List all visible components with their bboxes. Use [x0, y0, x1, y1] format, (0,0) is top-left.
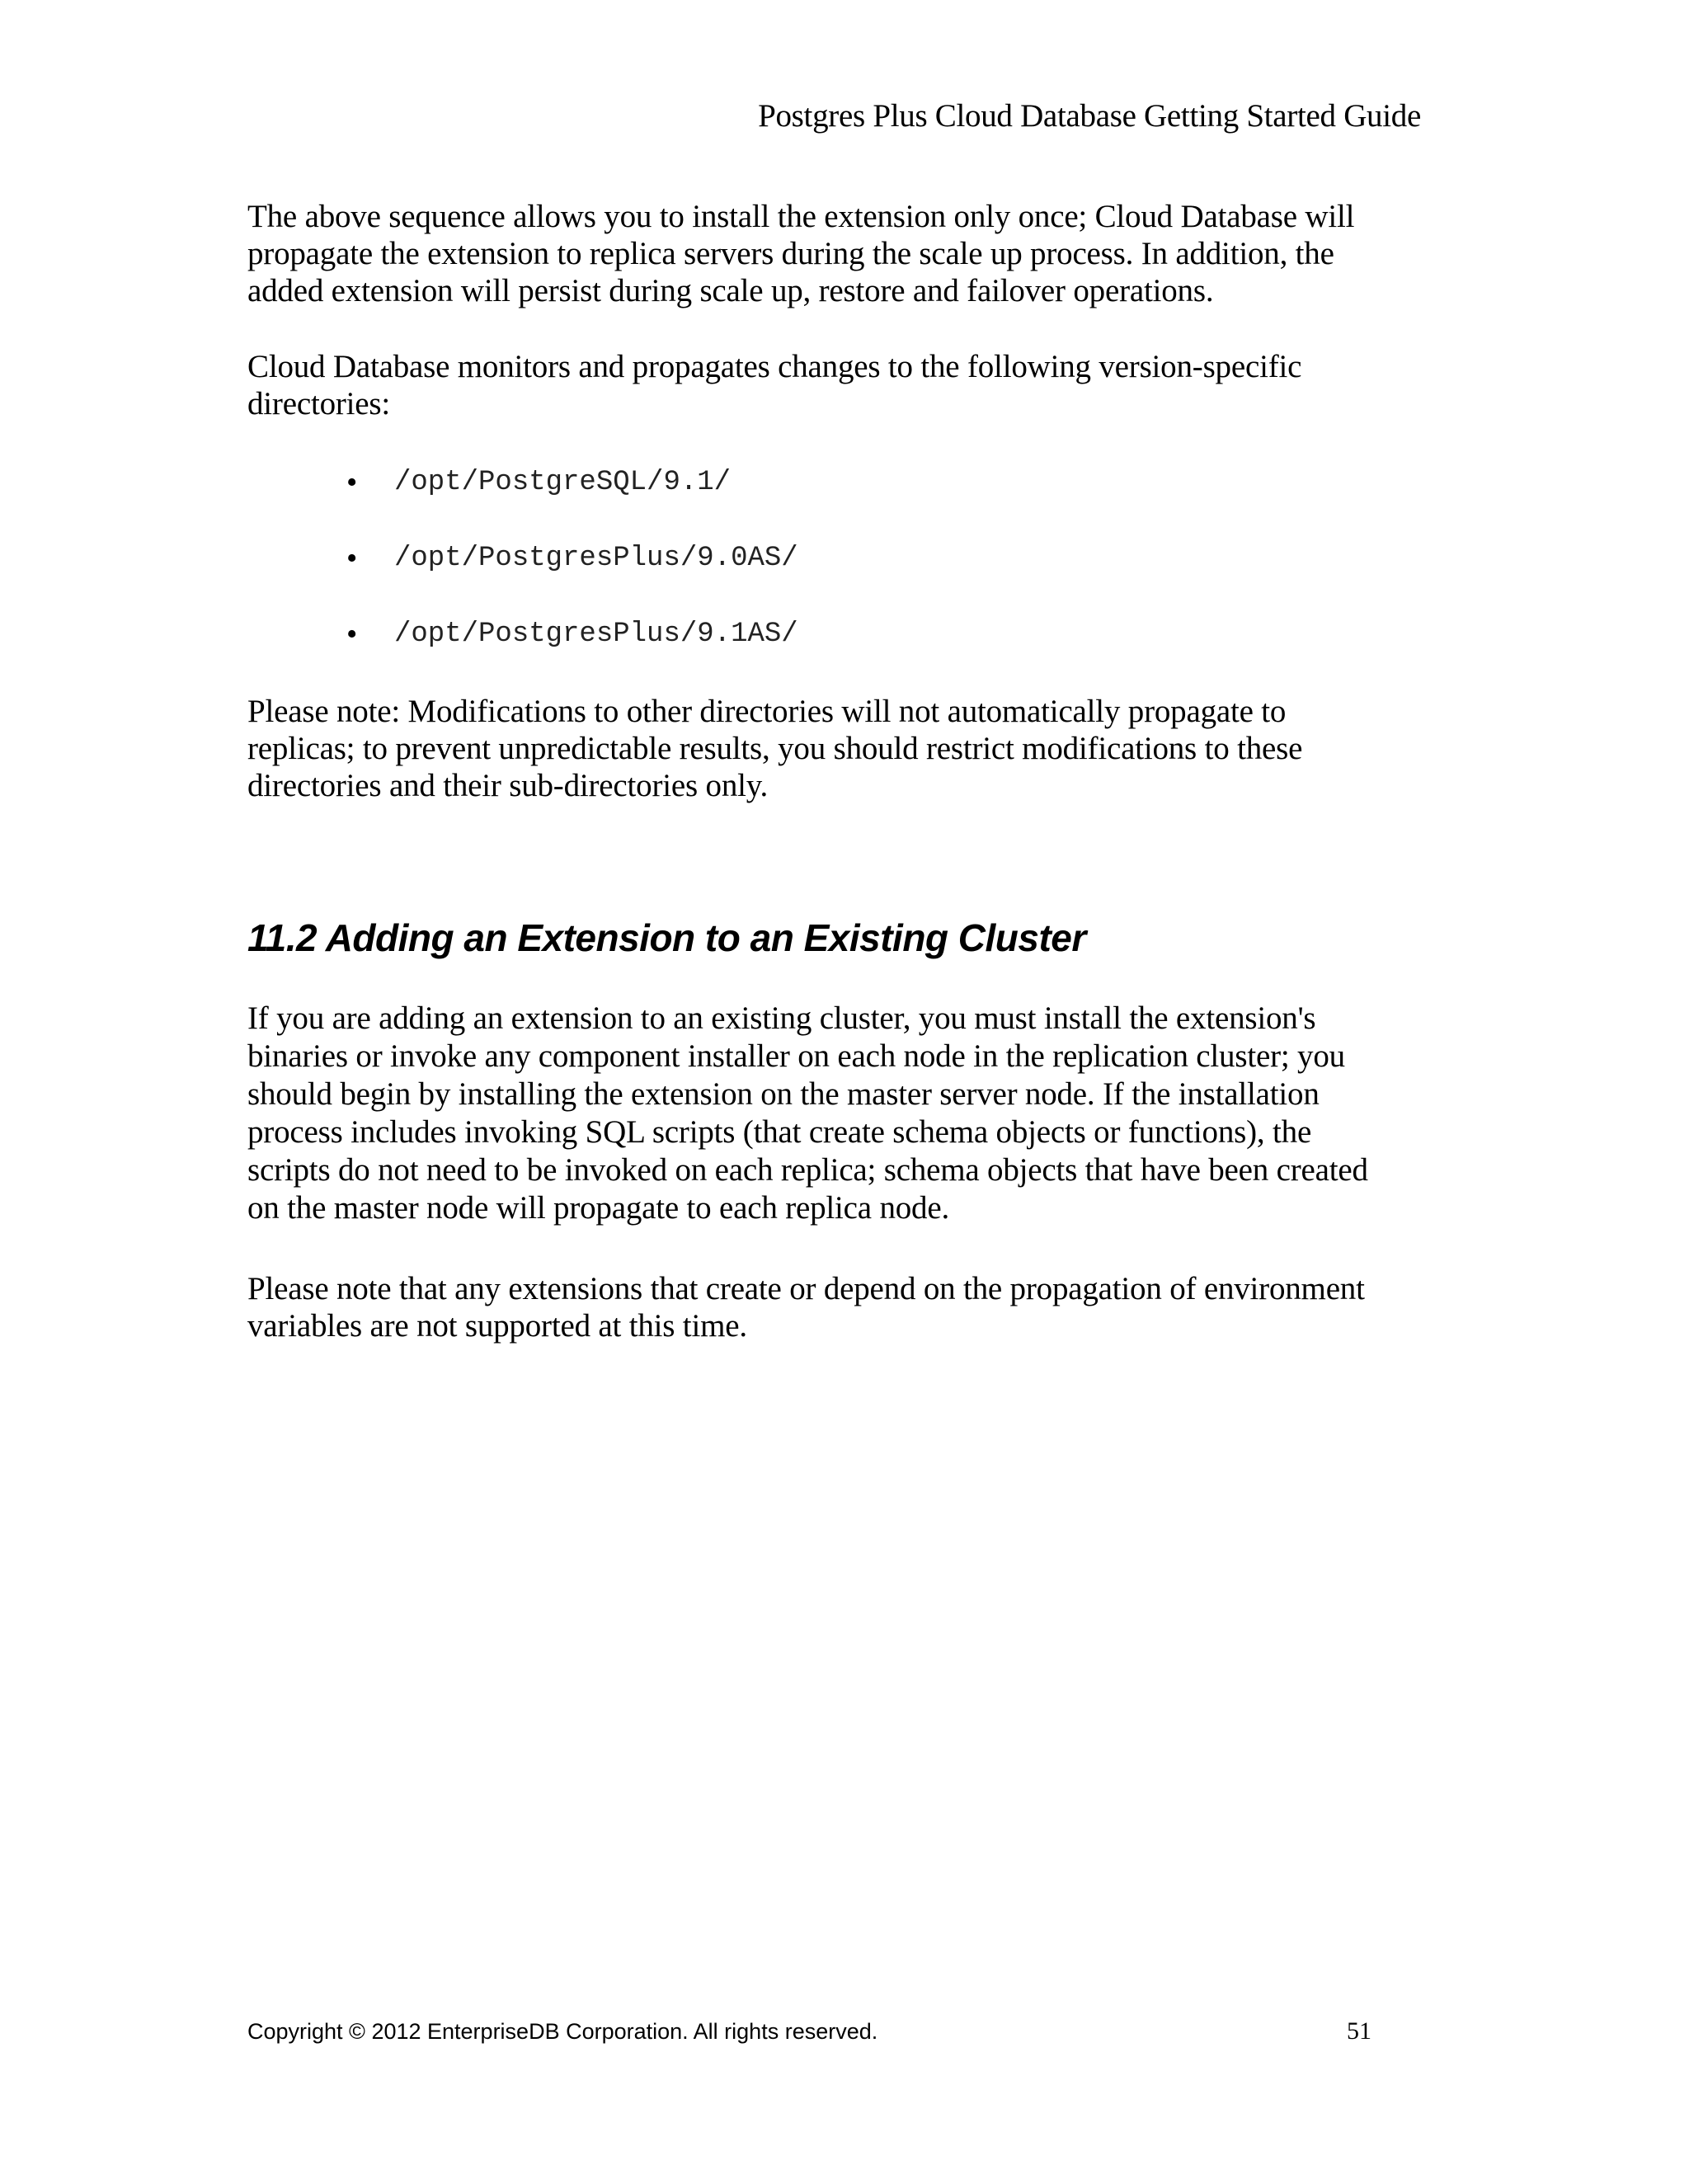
- bullet-icon: •: [346, 541, 358, 576]
- section-heading: 11.2 Adding an Extension to an Existing Cluster: [247, 916, 1086, 959]
- list-item: [346, 542, 798, 618]
- paragraph-monitored-directories: Cloud Database monitors and propagates changes to the following version-specific directories:: [247, 349, 1302, 421]
- paragraph-environment-note: Please note that any extensions that create or depend on the propagation of environment variables are not supported at this time.: [247, 1271, 1365, 1344]
- paragraph-modification-note: Please note: Modifications to other directories will not automatically propagate to replicas; to prevent unpredictable results, you should restrict modifications to these directories and their sub-directories only.: [247, 694, 1303, 803]
- list-item: [346, 618, 798, 694]
- directory-path: /opt/PostgresPlus/9.1AS/: [394, 619, 798, 650]
- bullet-icon: •: [346, 617, 358, 652]
- running-header: Postgres Plus Cloud Database Getting Started Guide: [758, 98, 1421, 134]
- list-item: [346, 466, 798, 542]
- directory-list: [346, 466, 798, 694]
- page-number: 51: [1347, 2017, 1371, 2045]
- bullet-icon: •: [346, 465, 358, 500]
- directory-path: /opt/PostgresPlus/9.0AS/: [394, 543, 798, 574]
- footer-copyright: Copyright © 2012 EnterpriseDB Corporation. All rights reserved.: [247, 2019, 878, 2044]
- directory-path: /opt/PostgreSQL/9.1/: [394, 467, 732, 498]
- paragraph-single-install: The above sequence allows you to install the extension only once; Cloud Database will propagate the extension to replica servers during the scale up process. In addition, the added extension will persist during scale up, restore and failover operations.: [247, 199, 1355, 308]
- paragraph-existing-cluster: If you are adding an extension to an existing cluster, you must install the extension's binaries or invoke any component installer on each node in the replication cluster; you should begin by installing the extension on the master server node. If the installation process includes invoking SQL scripts (that create schema objects or functions), the scripts do not need to be invoked on each replica; schema objects that have been created on the master node will propagate to each replica node.: [247, 1000, 1368, 1226]
